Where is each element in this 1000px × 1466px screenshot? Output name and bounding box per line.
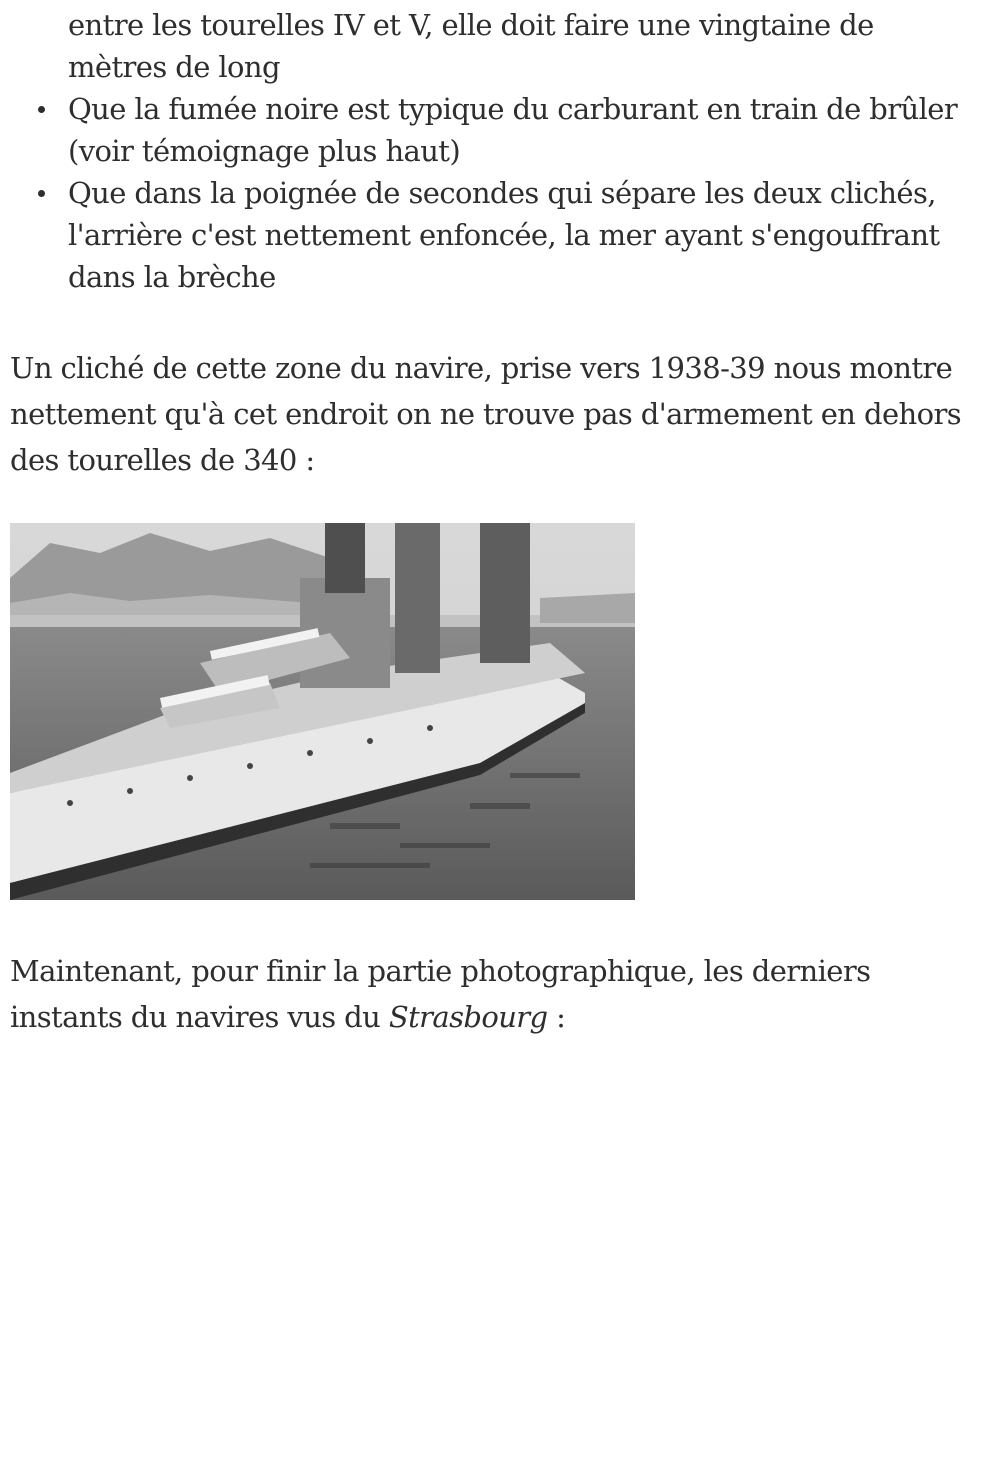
battleship-photo	[10, 523, 635, 900]
paragraph-final-text: Maintenant, pour finir la partie photographique, les derniers instants du navires vus du	[10, 954, 871, 1034]
list-item: Que dans la poignée de secondes qui sépare les deux clichés, l'arrière c'est nettement enfoncée, la mer ayant s'engouffrant dans la brèche	[0, 172, 978, 298]
paragraph-final-suffix: :	[547, 1000, 566, 1034]
paragraph-intro-photo: Un cliché de cette zone du navire, prise vers 1938-39 nous montre nettement qu'à cet endroit on ne trouve pas d'armement en dehors des tourelles de 340 :	[10, 351, 961, 477]
list-item: Que la fumée noire est typique du carburant en train de brûler (voir témoignage plus haut)	[0, 88, 978, 172]
ship-name: Strasbourg	[388, 1000, 548, 1034]
list-item-continued: entre les tourelles IV et V, elle doit faire une vingtaine de mètres de long	[68, 8, 874, 84]
bullet-list	[0, 0, 1000, 298]
paragraph-final-instants	[10, 948, 985, 1040]
